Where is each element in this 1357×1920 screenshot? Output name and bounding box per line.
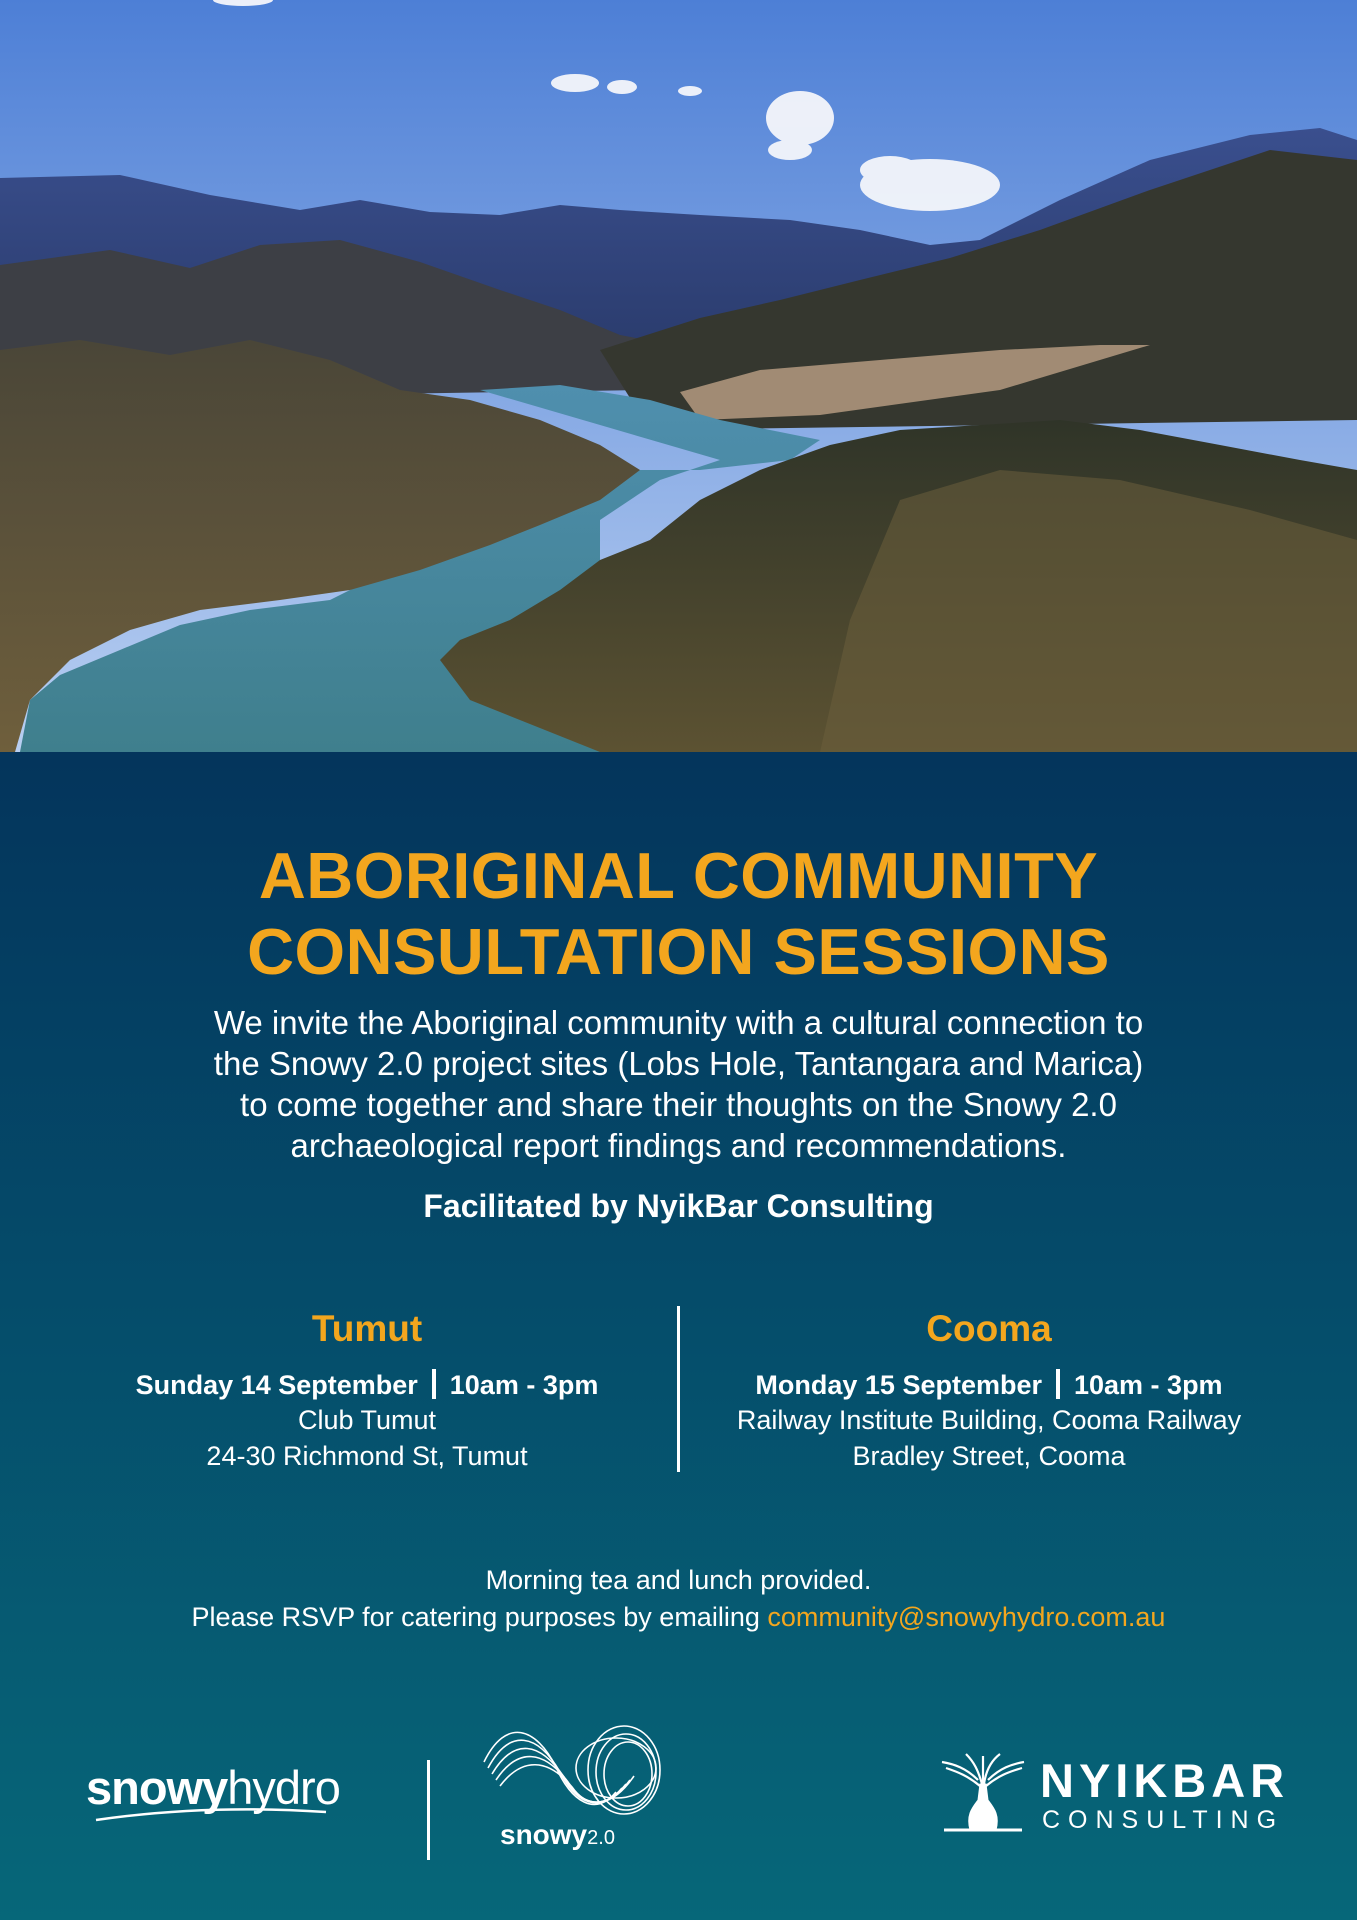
- intro-line-3: to come together and share their thoughts on the Snowy 2.0: [240, 1086, 1117, 1123]
- session-cooma: [694, 1306, 1284, 1474]
- session-tumut: [72, 1306, 662, 1474]
- session-date: Monday 15 September: [755, 1370, 1042, 1400]
- nyikbar-consulting-logo: [938, 1748, 1290, 1834]
- version-number: 2.0: [587, 1827, 615, 1849]
- session-datetime: [694, 1368, 1284, 1402]
- title-line-1: ABORIGINAL COMMUNITY: [258, 839, 1099, 912]
- session-date: Sunday 14 September: [135, 1370, 418, 1400]
- page-title: [0, 838, 1357, 990]
- intro-line-4: archaeological report findings and recommendations.: [290, 1127, 1067, 1164]
- logo-hydro-text: hydro: [227, 1761, 340, 1814]
- snowy-2-0-logo: [476, 1722, 670, 1852]
- consulting-wordmark: CONSULTING: [1042, 1806, 1285, 1834]
- snowyhydro-logo: [86, 1760, 340, 1816]
- snowy-word: snowy: [500, 1819, 588, 1850]
- session-town: Tumut: [311, 1308, 423, 1349]
- intro-line-2: the Snowy 2.0 project sites (Lobs Hole, Tantangara and Marica): [213, 1045, 1144, 1082]
- logo-divider: [427, 1760, 430, 1860]
- session-datetime: [72, 1368, 662, 1402]
- intro-paragraph: [120, 1002, 1237, 1166]
- wave-ribbon-icon: [476, 1722, 670, 1822]
- session-address: 24-30 Richmond St, Tumut: [206, 1441, 528, 1471]
- catering-note: [0, 1562, 1357, 1636]
- facilitated-by: Facilitated by NyikBar Consulting: [423, 1188, 934, 1224]
- title-line-2: CONSULTATION SESSIONS: [247, 915, 1110, 988]
- hero-landscape-image: [0, 0, 1357, 752]
- boab-tree-icon: [938, 1750, 1028, 1834]
- catering-line-2: [0, 1599, 1357, 1636]
- session-town: Cooma: [926, 1308, 1052, 1349]
- logo-swoosh-icon: [86, 1806, 336, 1824]
- session-venue: Railway Institute Building, Cooma Railway: [736, 1405, 1242, 1435]
- catering-line-1: Morning tea and lunch provided.: [485, 1565, 872, 1595]
- intro-line-1: We invite the Aboriginal community with a cultural connection to: [213, 1004, 1144, 1041]
- logo-snowy-text: snowy: [86, 1761, 228, 1814]
- separator-bar: [1056, 1369, 1060, 1399]
- snowy-2-0-wordmark: [500, 1818, 615, 1855]
- rsvp-text: Please RSVP for catering purposes by emailing: [191, 1602, 760, 1632]
- rsvp-email-link[interactable]: community@snowyhydro.com.au: [767, 1602, 1166, 1632]
- session-venue: Club Tumut: [297, 1405, 437, 1435]
- nyikbar-wordmark: NYIKBAR: [1040, 1754, 1290, 1807]
- session-divider: [677, 1306, 680, 1472]
- session-time: 10am - 3pm: [1074, 1370, 1223, 1400]
- separator-bar: [432, 1369, 436, 1399]
- session-time: 10am - 3pm: [449, 1370, 599, 1400]
- session-address: Bradley Street, Cooma: [852, 1441, 1126, 1471]
